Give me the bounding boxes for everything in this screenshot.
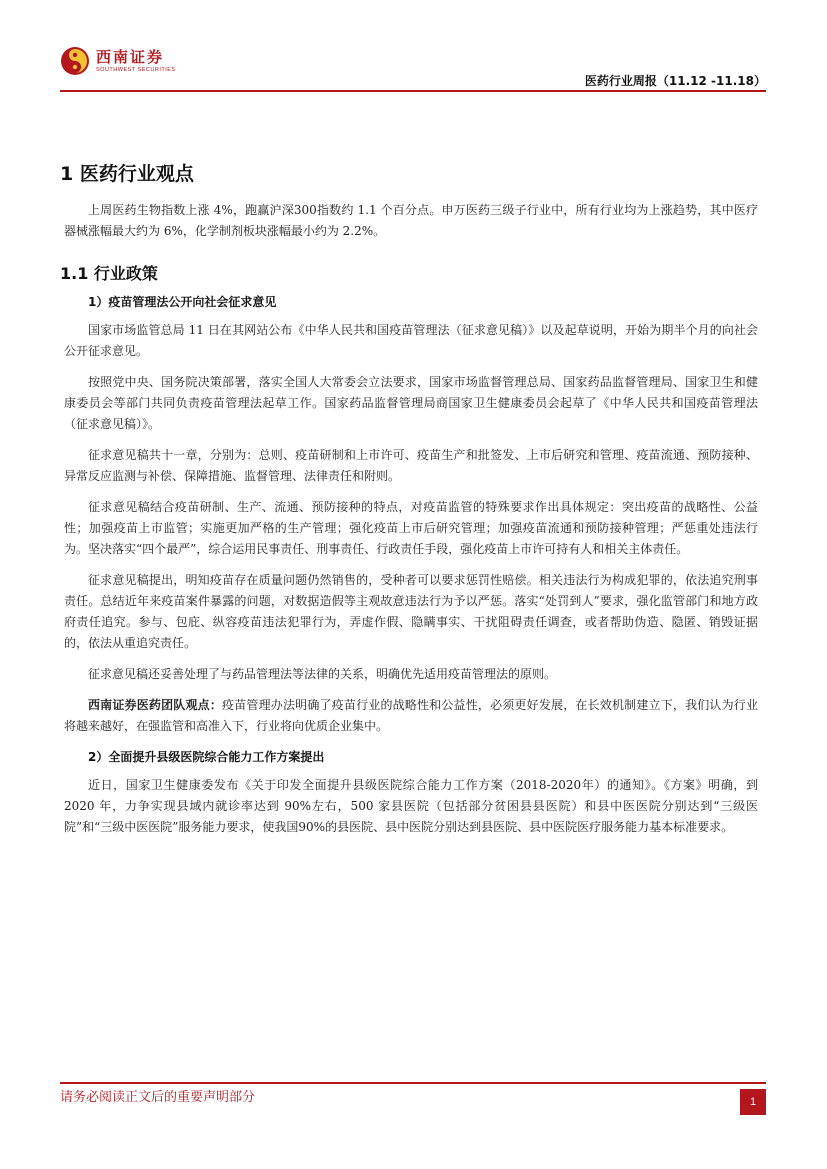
item-1-paragraph: 征求意见稿共十一章，分别为：总则、疫苗研制和上市许可、疫苗生产和批签发、上市后研究和管理、疫苗流通、预防接种、异常反应监测与补偿、保障措施、监督管理、法律责任和附则。 <box>64 448 758 483</box>
section-1-heading: 1 医药行业观点 <box>60 163 194 185</box>
team-opinion-paragraph <box>60 695 766 737</box>
document-body <box>60 160 766 838</box>
logo-english-name: SOUTHWEST SECURITIES <box>96 67 176 73</box>
header-divider <box>60 90 766 92</box>
item-2-paragraph: 近日，国家卫生健康委发布《关于印发全面提升县级医院综合能力工作方案（2018-2020年）的通知》。《方案》明确，到 2020 年，力争实现县域内就诊率达到 90%左右，500 家县医院（包括部分贫困县县医院）和县中医医院分别达到“三级医院”和“三级中医医院”服务能力要求，使我国90%的县医院、县中医院分别达到县医院、县中医院医疗服务能力基本标准要求。 <box>64 778 758 834</box>
page-header <box>60 46 766 92</box>
item-2-heading: 2）全面提升县级医院综合能力工作方案提出 <box>88 750 325 764</box>
item-1-heading: 1）疫苗管理法公开向社会征求意见 <box>88 295 277 309</box>
company-logo-icon <box>60 46 90 76</box>
team-opinion-text: 疫苗管理办法明确了疫苗行业的战略性和公益性，必须更好发展，在长效机制建立下，我们认为行业将越来越好，在强监管和高准入下，行业将向优质企业集中。 <box>64 698 758 733</box>
report-title: 医药行业周报（11.12 -11.18） <box>584 74 766 88</box>
footer-divider <box>60 1082 766 1084</box>
item-1-paragraph: 按照党中央、国务院决策部署，落实全国人大常委会立法要求，国家市场监督管理总局、国家药品监督管理局、国家卫生和健康委员会等部门共同负责疫苗管理法起草工作。国家药品监督管理局商国家卫生健康委员会起草了《中华人民共和国疫苗管理法（征求意见稿）》。 <box>64 375 758 431</box>
company-logo <box>60 46 176 76</box>
section-1-1-heading: 1.1 行业政策 <box>60 264 158 283</box>
item-1-paragraph: 国家市场监管总局 11 日在其网站公布《中华人民共和国疫苗管理法（征求意见稿）》以及起草说明，开始为期半个月的向社会公开征求意见。 <box>64 323 758 358</box>
section-1-summary: 上周医药生物指数上涨 4%，跑赢沪深300指数约 1.1 个百分点。申万医药三级子行业中，所有行业均为上涨趋势，其中医疗器械涨幅最大约为 6%，化学制剂板块涨幅最小约为 2.2%。 <box>64 203 758 238</box>
item-1-paragraph: 征求意见稿提出，明知疫苗存在质量问题仍然销售的，受种者可以要求惩罚性赔偿。相关违法行为构成犯罪的，依法追究刑事责任。总结近年来疫苗案件暴露的问题，对数据造假等主观故意违法行为予以严惩。落实“处罚到人”要求，强化监管部门和地方政府责任追究。参与、包庇、纵容疫苗违法犯罪行为，弄虚作假、隐瞒事实、干扰阻碍责任调查，或者帮助伪造、隐匿、销毁证据的，依法从重追究责任。 <box>64 573 758 650</box>
item-1-paragraph: 征求意见稿还妥善处理了与药品管理法等法律的关系，明确优先适用疫苗管理法的原则。 <box>88 667 557 681</box>
page-number: 1 <box>740 1089 766 1115</box>
logo-chinese-name: 西南证券 <box>96 48 165 66</box>
item-1-paragraph: 征求意见稿结合疫苗研制、生产、流通、预防接种的特点，对疫苗监管的特殊要求作出具体规定：突出疫苗的战略性、公益性；加强疫苗上市监管；实施更加严格的生产管理；强化疫苗上市后研究管理；加强疫苗流通和预防接种管理；严惩重处违法行为。坚决落实“四个最严”，综合运用民事责任、刑事责任、行政责任手段，强化疫苗上市许可持有人和相关主体责任。 <box>64 500 758 556</box>
disclaimer-notice: 请务必阅读正文后的重要声明部分 <box>60 1090 256 1105</box>
team-opinion-lead: 西南证券医药团队观点： <box>88 698 223 712</box>
